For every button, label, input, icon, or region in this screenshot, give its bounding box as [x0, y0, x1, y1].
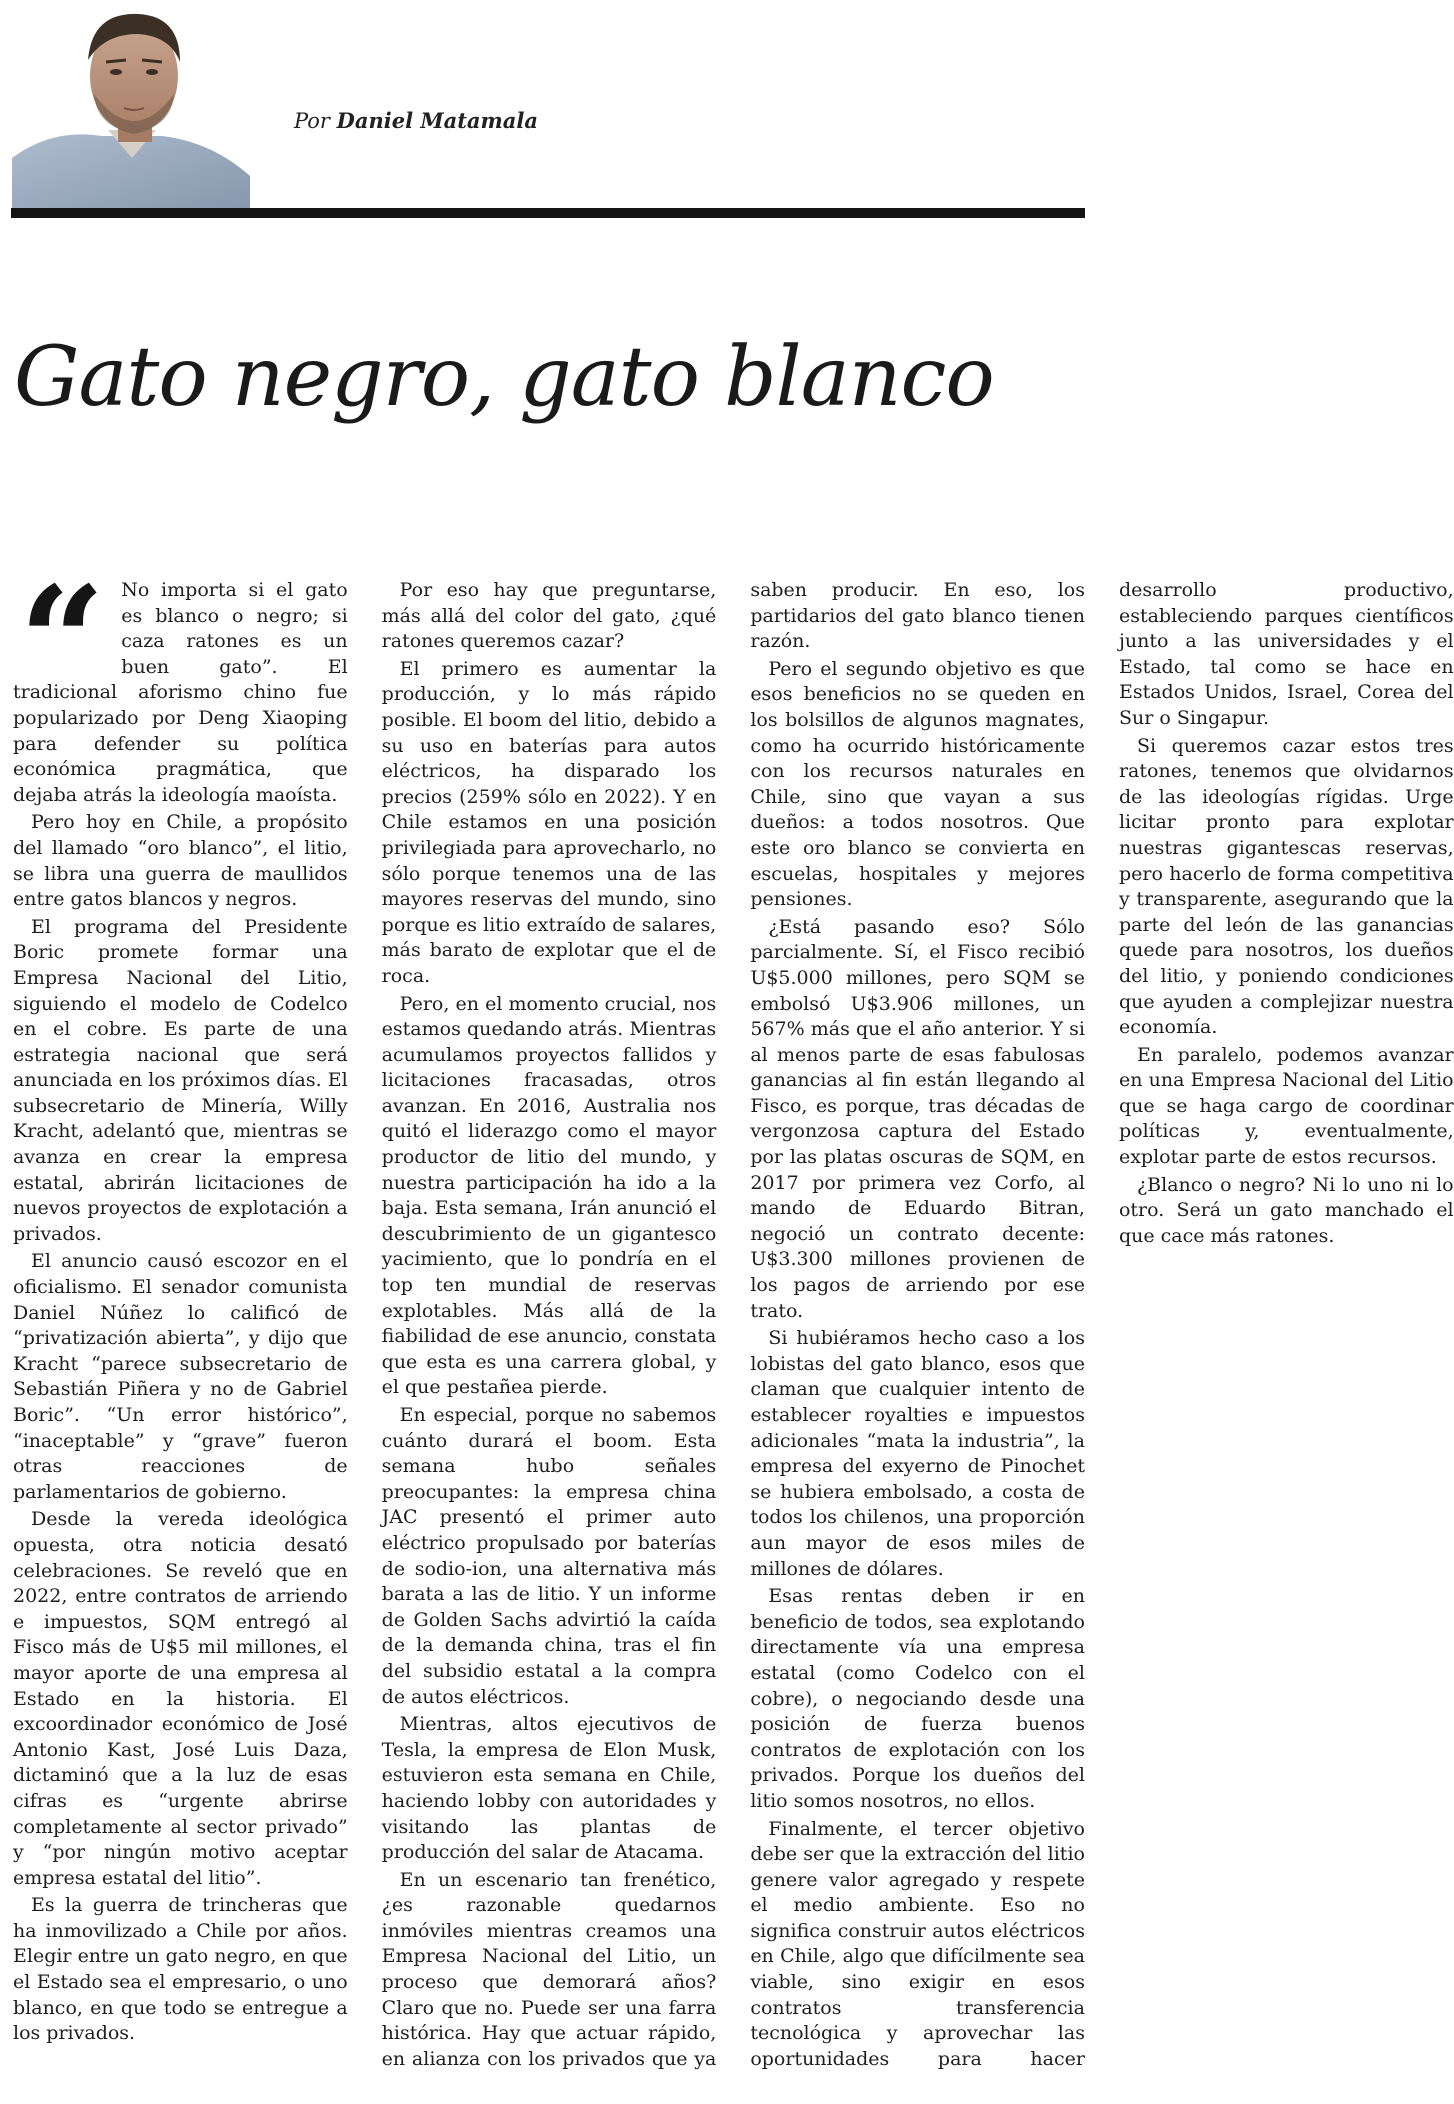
paragraph: En especial, porque no sabemos cuánto durará el boom. Esta semana hubo señales preocupantes: la empresa china JAC presentó el primer auto eléctrico propulsado por baterías de sodio-ion, una alternativa más barata a las de litio. Y un informe de Golden Sachs advirtió la caída de la demanda china, tras el fin del subsidio estatal a la compra de autos eléctricos. [381, 1404, 717, 1708]
byline-prefix: Por [294, 109, 330, 133]
paragraph: Finalmente, el tercer objetivo debe ser que la extracción del litio genere valor agregado y respete el medio ambiente. Eso no significa construir autos eléctricos en Chile, algo que difícilmente sea viable, sino exigir en esos contratos transferencia tecnológica y aprovechar las oportunidades para hacer desarrollo productivo, estableciendo parques científicos junto a las universidades y el Estado, tal como se hace en Estados Unidos, Israel, Corea del Sur o Singapur. [750, 579, 1454, 2070]
paragraph: Desde la vereda ideológica opuesta, otra noticia desató celebraciones. Se reveló que en 2022, entre contratos de arriendo e impuestos, SQM entregó al Fisco más de U$5 mil millones, el mayor aporte de una empresa al Estado en la historia. El excoordinador económico de José Antonio Kast, José Luis Daza, dictaminó que a la luz de esas cifras es “urgente abrirse completamente al sector privado” y “por ningún motivo aceptar empresa estatal del litio”. [13, 1508, 348, 1889]
paragraph: “ No importa si el gato es blanco o negro; si caza ratones es un buen gato”. El tradicional aforismo chino fue popularizado por Deng Xiaoping para defender su política económica pragmática, que dejaba atrás la ideología maoísta. [13, 554, 348, 806]
paragraph: Pero hoy en Chile, a propósito del llamado “oro blanco”, el litio, se libra una guerra de maullidos entre gatos blancos y negros. [13, 811, 348, 911]
paragraph: Mientras, altos ejecutivos de Tesla, la empresa de Elon Musk, estuvieron esta semana en Chile, haciendo lobby con autoridades y visitando las plantas de producción del salar de Atacama. [381, 1713, 717, 1864]
article-body [13, 554, 1454, 2098]
paragraph: ¿Está pasando eso? Sólo parcialmente. Sí, el Fisco recibió U$5.000 millones, pero SQM se embolsó U$3.906 millones, un 567% más que el año anterior. Y si al menos parte de esas fabulosas ganancias al fin están llegando al Fisco, es porque, tras décadas de vergonzosa captura del Estado por las platas oscuras de SQM, en 2017 por primera vez Corfo, al mando de Eduardo Bitran, negoció un contrato decente: U$3.300 millones provienen de los pagos de arriendo por ese trato. [750, 915, 1085, 1322]
header-rule [11, 208, 1085, 218]
quote-mark-icon: “ [19, 554, 106, 730]
paragraph: El primero es aumentar la producción, y lo más rápido posible. El boom del litio, debido a su uso en baterías para autos eléctricos, ha disparado los precios (259% sólo en 2022). Y en Chile estamos en una posición privilegiada para aprovecharlo, no sólo porque tenemos una de las mayores reservas del mundo, sino porque es litio extraído de salares, más barato de explotar que el de roca. [381, 657, 717, 987]
paragraph: El anuncio causó escozor en el oficialismo. El senador comunista Daniel Núñez lo calificó de “privatización abierta”, y dijo que Kracht “parece subsecretario de Sebastián Piñera y no de Gabriel Boric”. “Un error histórico”, “inaceptable” y “grave” fueron otras reacciones de parlamentarios de gobierno. [13, 1250, 348, 1503]
paragraph: Si queremos cazar estos tres ratones, tenemos que olvidarnos de las ideologías rígidas. Urge licitar pronto para explotar nuestras gigantescas reservas, pero hacerlo de forma competitiva y transparente, asegurando que la parte del león de las ganancias quede para nosotros, los dueños del litio, y poniendo condiciones que ayuden a complejizar nuestra economía. [1118, 734, 1454, 1039]
paragraph: Esas rentas deben ir en beneficio de todos, sea explotando directamente vía una empresa estatal (como Codelco con el cobre), o negociando desde una posición de fuerza buenos contratos de explotación con los privados. Porque los dueños del litio somos nosotros, no ellos. [750, 1585, 1085, 1812]
author-photo [12, 8, 250, 210]
paragraph: El programa del Presidente Boric promete formar una Empresa Nacional del Litio, siguiendo el modelo de Codelco en el cobre. Es parte de una estrategia nacional que será anunciada en los próximos días. El subsecretario de Minería, Willy Kracht, adelantó que, mientras se avanza en crear la empresa estatal, abrirán licitaciones de nuevos proyectos de explotación a privados. [13, 915, 348, 1245]
paragraph: En un escenario tan frenético, ¿es razonable quedarnos inmóviles mientras creamos una Empresa Nacional del Litio, un proceso que demorará años? Claro que no. Puede ser una farra histórica. Hay que actuar rápido, en alianza con los privados que ya saben producir. En eso, los partidarios del gato blanco tienen razón. [381, 579, 1085, 2070]
paragraph: Si hubiéramos hecho caso a los lobistas del gato blanco, esos que claman que cualquier intento de establecer royalties e impuestos adicionales “mata la industria”, la empresa del exyerno de Pinochet se hubiera embolsado, a costa de todos los chilenos, una proporción aun mayor de esos miles de millones de dólares. [750, 1327, 1085, 1580]
headline: Gato negro, gato blanco [14, 330, 994, 425]
paragraph: En paralelo, podemos avanzar en una Empresa Nacional del Litio que se haga cargo de coordinar políticas y, eventualmente, explotar parte de estos recursos. [1118, 1043, 1454, 1169]
paragraph: ¿Blanco o negro? Ni lo uno ni lo otro. Será un gato manchado el que cace más ratones. [1118, 1173, 1454, 1247]
paragraph: Pero, en el momento crucial, nos estamos quedando atrás. Mientras acumulamos proyectos fallidos y licitaciones fracasadas, otros avanzan. En 2016, Australia nos quitó el liderazgo como el mayor productor de litio del mundo, y nuestra participación ha ido a la baja. Esta semana, Irán anunció el descubrimiento de un gigantesco yacimiento, que lo pondría en el top ten mundial de reservas explotables. Más allá de la fiabilidad de ese anuncio, constata que esta es una carrera global, y el que pestañea pierde. [381, 992, 717, 1399]
paragraph: Es la guerra de trincheras que ha inmovilizado a Chile por años. Elegir entre un gato negro, en que el Estado sea el empresario, o uno blanco, en que todo se entregue a los privados. [13, 1894, 348, 2045]
paragraph: Pero el segundo objetivo es que esos beneficios no se queden en los bolsillos de algunos magnates, como ha ocurrido históricamente con los recursos naturales en Chile, sino que vayan a sus dueños: a todos nosotros. Que este oro blanco se convierta en escuelas, hospitales y mejores pensiones. [750, 657, 1085, 911]
author-name: Daniel Matamala [336, 108, 538, 133]
paragraph: Por eso hay que preguntarse, más allá del color del gato, ¿qué ratones queremos cazar? [381, 579, 717, 653]
byline [294, 108, 538, 133]
